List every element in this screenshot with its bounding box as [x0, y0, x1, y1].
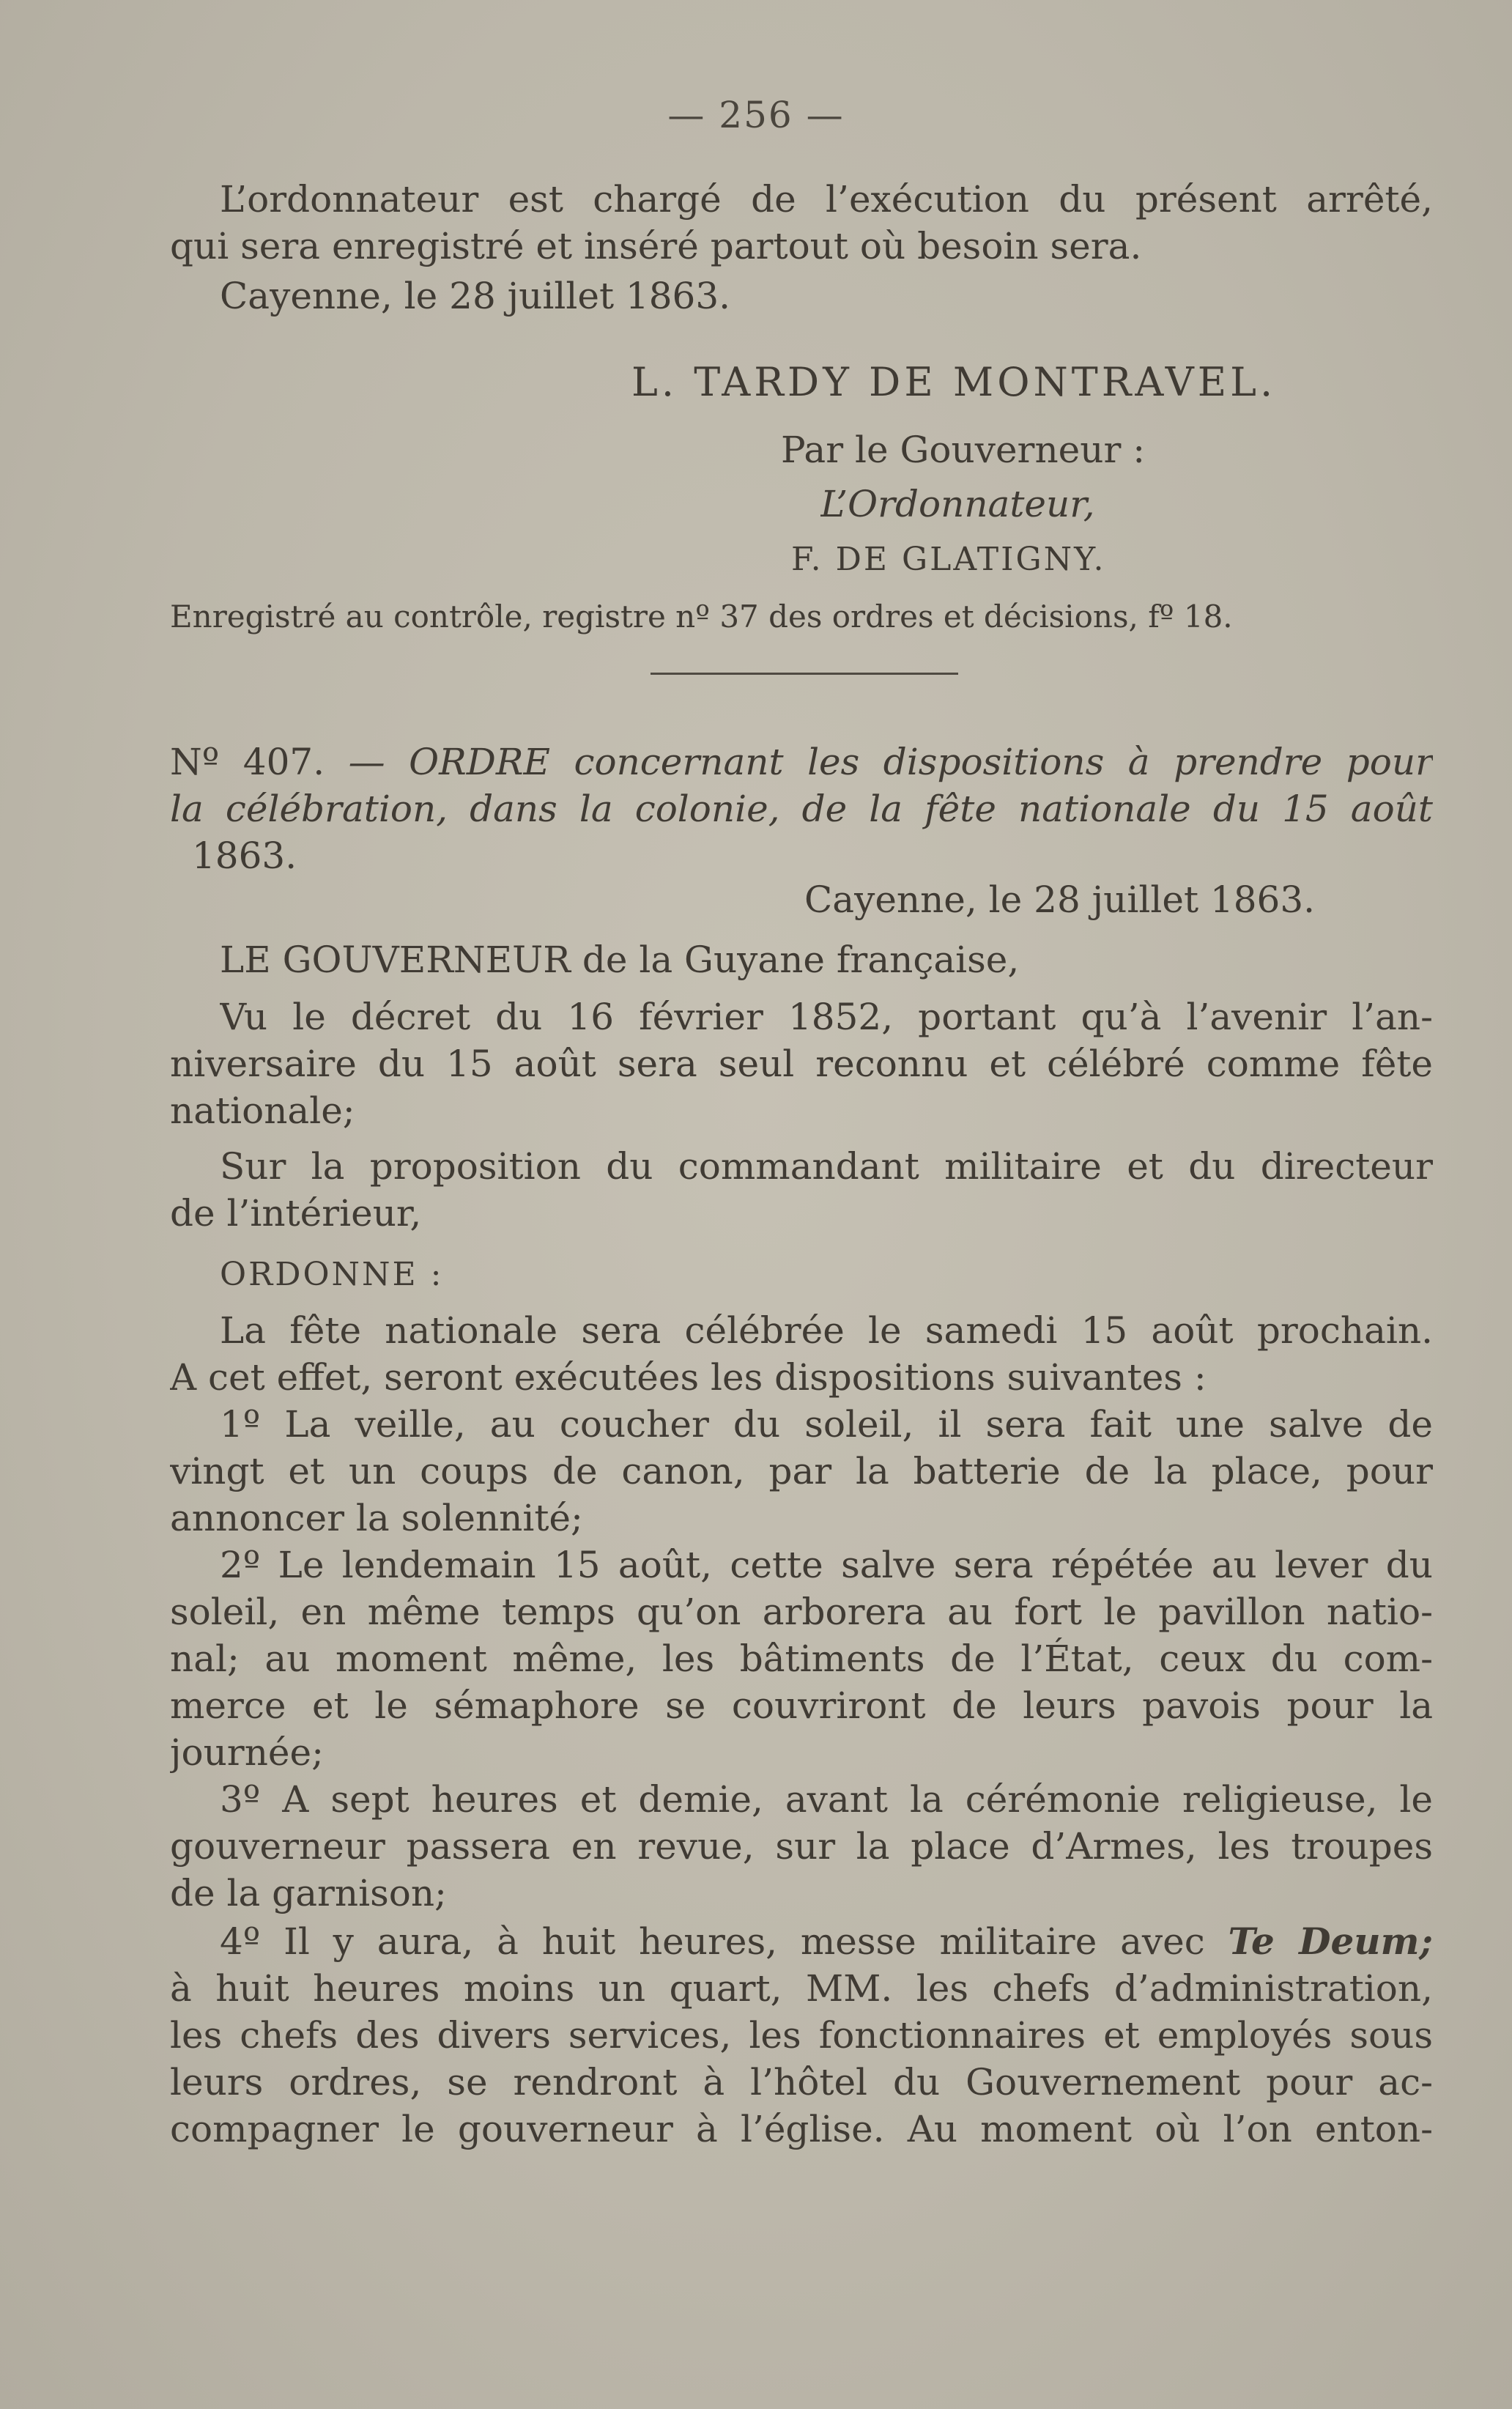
ordonnateur-title: L’Ordonnateur,: [820, 483, 1095, 525]
text-line: de la garnison;: [170, 1872, 447, 1914]
text-line: 1º La veille, au coucher du soleil, il sera fait une salve de: [220, 1403, 1433, 1446]
gouverneur-heading: LE GOUVERNEUR de la Guyane française,: [220, 939, 1020, 981]
text-line: à huit heures moins un quart, MM. les chefs d’administration,: [170, 1967, 1433, 2010]
p4-line1-text: 4º Il y aura, à huit heures, messe militaire avec: [220, 1920, 1228, 1963]
text-line: gouverneur passera en revue, sur la place d’Armes, les troupes: [170, 1825, 1433, 1868]
text-line: les chefs des divers services, les fonctionnaires et employés sous: [170, 2014, 1433, 2057]
text-line: nal; au moment même, les bâtiments de l’État, ceux du com-: [170, 1638, 1433, 1680]
text-line: Cayenne, le 28 juillet 1863.: [220, 275, 731, 317]
place-date: Cayenne, le 28 juillet 1863.: [804, 878, 1316, 921]
text-line: niversaire du 15 août sera seul reconnu et célébré comme fête: [170, 1043, 1433, 1085]
ordre-number: Nº 407.: [170, 741, 325, 783]
ordonnateur-name: F. DE GLATIGNY.: [791, 541, 1106, 578]
text-line: de l’intérieur,: [170, 1192, 422, 1235]
text-line: A cet effet, seront exécutées les dispositions suivantes :: [170, 1356, 1207, 1399]
te-deum: Te Deum;: [1228, 1920, 1433, 1963]
ordre-title-3: 1863.: [192, 835, 297, 877]
text-line: 2º Le lendemain 15 août, cette salve sera répétée au lever du: [220, 1544, 1433, 1586]
text-line: soleil, en même temps qu’on arborera au fort le pavillon natio-: [170, 1591, 1433, 1633]
text-line: nationale;: [170, 1089, 355, 1132]
separator-rule: [651, 673, 958, 675]
text-line: qui sera enregistré et inséré partout où besoin sera.: [170, 225, 1142, 267]
registry-note: Enregistré au contrôle, registre nº 37 des ordres et décisions, fº 18.: [170, 599, 1233, 634]
text-line: compagner le gouverneur à l’église. Au moment où l’on enton-: [170, 2108, 1433, 2150]
governor-signature: [631, 359, 1437, 407]
signature-text: L. TARDY DE MONTRAVEL.: [631, 359, 1277, 405]
text-line: L’ordonnateur est chargé de l’exécution du présent arrêté,: [220, 178, 1433, 221]
text-line: [220, 1918, 1433, 1965]
ordonne-heading: ORDONNE :: [220, 1256, 444, 1293]
text-line: merce et le sémaphore se couvriront de leurs pavois pour la: [170, 1684, 1433, 1727]
text-line: journée;: [170, 1731, 324, 1774]
ordre-title-1: — ORDRE concernant les dispositions à prendre pour: [348, 741, 1433, 783]
text-line: Sur la proposition du commandant militaire et du directeur: [220, 1145, 1433, 1188]
ordre-title-line: [170, 739, 1433, 785]
page-number: — 256 —: [667, 94, 845, 136]
text-line: 3º A sept heures et demie, avant la cérémonie religieuse, le: [220, 1778, 1433, 1821]
text-line: La fête nationale sera célébrée le samedi 15 août prochain.: [220, 1309, 1433, 1352]
text-line: leurs ordres, se rendront à l’hôtel du Gouvernement pour ac-: [170, 2061, 1433, 2103]
text-line: annoncer la solennité;: [170, 1497, 583, 1539]
text-line: Vu le décret du 16 février 1852, portant qu’à l’avenir l’an-: [220, 996, 1433, 1038]
ordre-title-2: la célébration, dans la colonie, de la fête nationale du 15 août: [170, 788, 1433, 830]
text-line: vingt et un coups de canon, par la batterie de la place, pour: [170, 1450, 1433, 1492]
par-le-gouverneur: Par le Gouverneur :: [781, 429, 1146, 471]
